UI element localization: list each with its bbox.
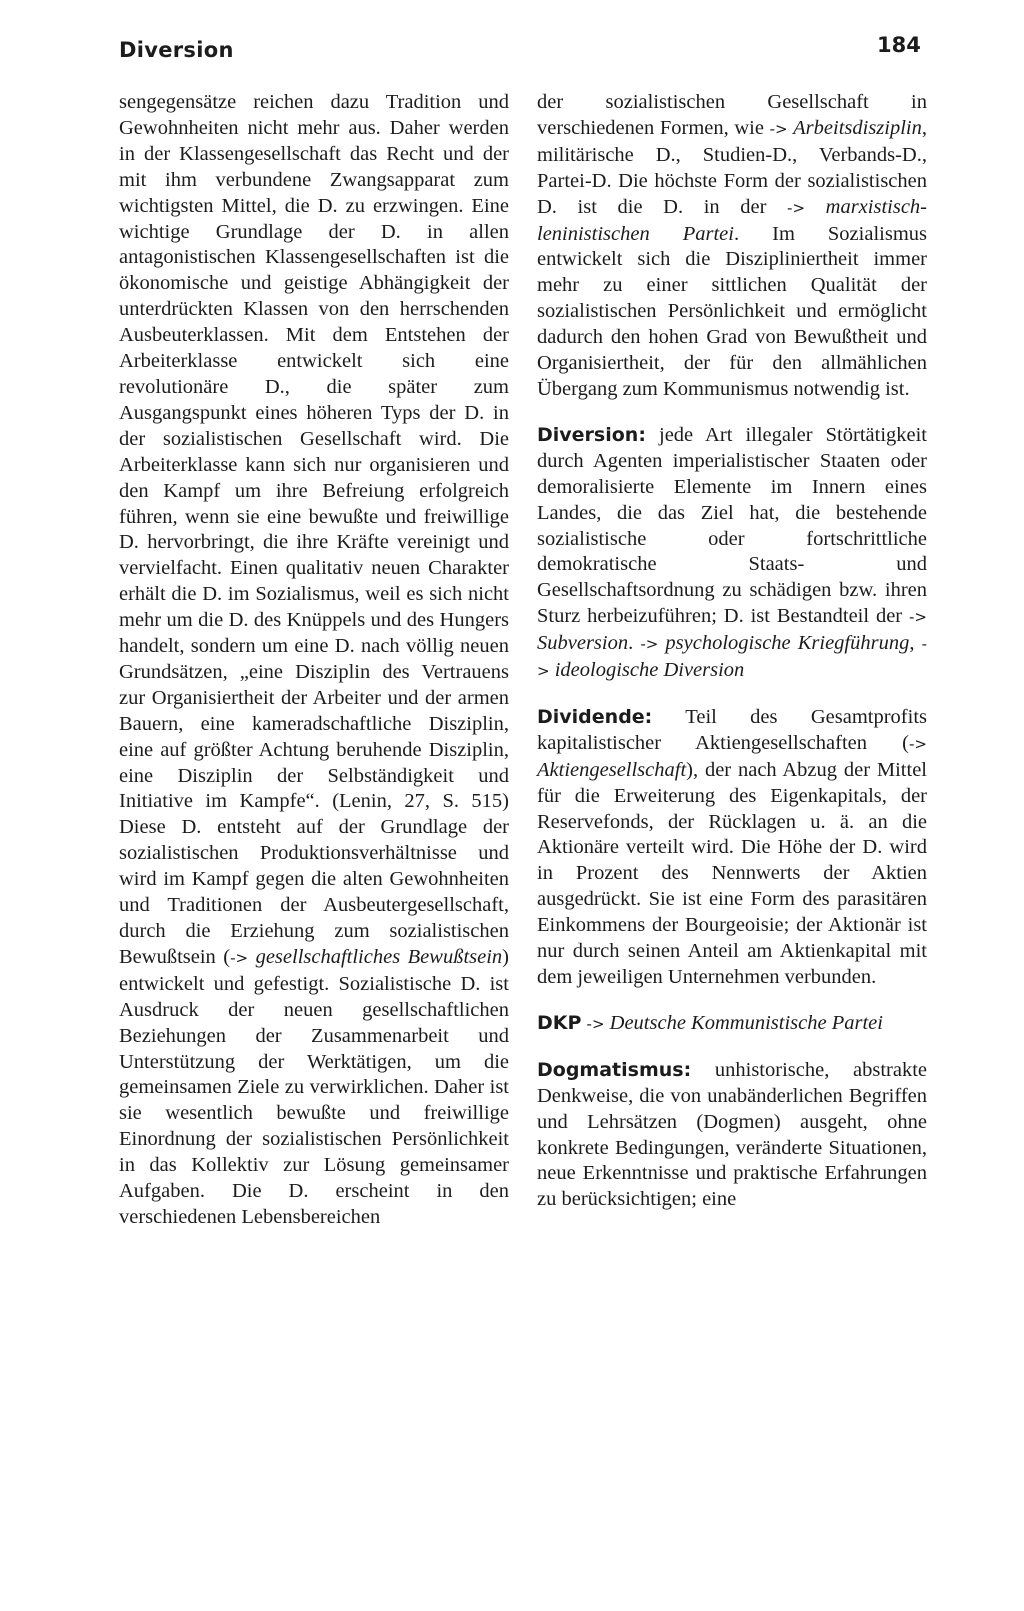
body-text: . Im Sozialismus entwickelt sich die Diszipliniertheit immer mehr zu einer sittlichen Qualität der sozialistischen Persönlichkeit und ermöglicht dadurch den hohen Grad von Bewußtheit und Organisiertheit, der für den allmählichen Übergang zum Kommunismus notwendig ist. xyxy=(537,222,927,400)
cross-reference: Subversion xyxy=(537,632,629,655)
separator: , xyxy=(909,632,922,655)
arrow-icon: -> xyxy=(787,198,806,217)
cross-reference: marxistisch-leninistischen Partei xyxy=(537,195,927,245)
entry-diversion xyxy=(537,423,927,685)
arrow-icon: -> xyxy=(586,1014,605,1033)
headword: Dogmatismus: xyxy=(537,1058,692,1081)
body-text: ) entwickelt und gefestigt. Sozialistische D. ist Ausdruck der neuen gesellschaftlichen Beziehungen der Zusammenarbeit und Unterstützung der Werktätigen, um die gemeinsamen Ziele zu verwirklichen. Daher ist sie wesentlich bewußte und freiwillige Einordnung der sozialistischen Persönlichkeit in das Kollektiv zur Lösung gemeinsamer Aufgaben. Die D. erscheint in den verschiedenen Lebensbereichen xyxy=(119,945,509,1228)
right-column xyxy=(537,90,927,1213)
separator: . xyxy=(628,632,641,655)
body-text: jede Art illegaler Störtätigkeit durch Agenten imperialistischer Staaten oder demoralisierte Elemente im Innern eines Landes, die das Ziel hat, die bestehende sozialistische oder fortschrittliche demokratische Staats- und Gesellschaftsordnung zu schädigen bzw. ihren Sturz herbeizuführen; D. ist Bestandteil der xyxy=(537,423,927,628)
cross-reference: gesellschaftliches Bewußtsein xyxy=(255,945,503,968)
running-head: Diversion xyxy=(119,38,234,62)
body-text: unhistorische, abstrakte Denkweise, die von unabänderlichen Begriffen und Lehrsätzen (Dogmen) ausgeht, ohne konkrete Bedingungen, veränderte Situationen, neue Erkenntnisse und praktische Erfahrungen zu berücksichtigen; eine xyxy=(537,1058,927,1211)
headword: DKP xyxy=(537,1011,582,1034)
cross-reference: Arbeitsdisziplin xyxy=(793,116,922,139)
arrow-icon: -> xyxy=(537,635,927,681)
entry-dogmatismus xyxy=(537,1058,927,1213)
left-column xyxy=(119,90,509,1231)
body-text: der sozialistischen Gesellschaft in verschiedenen Formen, wie xyxy=(537,91,927,139)
body-text: , militärische D., Studien-D., Verbands-D., Partei-D. Die höchste Form der sozialistischen D. ist die D. in der xyxy=(537,116,927,218)
entry-continuation xyxy=(537,90,927,403)
cross-reference: ideologische Diversion xyxy=(554,659,745,682)
cross-reference: psychologische Kriegführung xyxy=(665,632,910,655)
body-text: ), der nach Abzug der Mittel für die Erweiterung des Eigenkapitals, der Reservefonds, der Rücklagen u. ä. an die Aktionäre verteilt wird. Die Höhe der D. wird in Prozent des Nennwerts der Aktien ausgedrückt. Sie ist eine Form des parasitären Einkommens der Bourgeoisie; der Aktionär ist nur durch seinen Anteil am Aktienkapital mit dem jeweiligen Unternehmen verbunden. xyxy=(537,758,927,988)
arrow-icon: -> xyxy=(909,734,927,753)
arrow-icon: -> xyxy=(909,608,927,627)
entry-dkp xyxy=(537,1011,927,1038)
body-text: Teil des Gesamtprofits kapitalistischer Aktiengesellschaften ( xyxy=(537,705,927,754)
arrow-icon: -> xyxy=(769,119,788,138)
body-text: sengegensätze reichen dazu Tradition und Gewohnheiten nicht mehr aus. Daher werden in der Klassengesellschaft das Recht und der mit ihm verbundene Zwangsapparat zum wichtigsten Mittel, die D. zu erzwingen. Eine wichtige Grundlage der D. in allen antagonistischen Klassengesellschaften ist die ökonomische und geistige Abhängigkeit der unterdrückten Klassen von den herrschenden Ausbeuterklassen. Mit dem Entstehen der Arbeiterklasse entwickelt sich eine revolutionäre D., die später zum Ausgangspunkt eines höheren Typs der D. in der sozialistischen Gesellschaft wird. Die Arbeiterklasse kann sich nur organisieren und den Kampf um ihre Befreiung erfolgreich führen, wenn sie eine bewußte und freiwillige D. hervorbringt, die ihre Kräfte vereinigt und vervielfacht. Einen qualitativ neuen Charakter erhält die D. im Sozialismus, weil es sich nicht mehr um die D. des Knüppels und des Hungers handelt, sondern um eine D. nach völlig neuen Grundsätzen, „eine Disziplin des Vertrauens zur Organisiertheit der Arbeiter und der armen Bauern, eine kameradschaftliche Disziplin, eine auf größter Achtung beruhende Disziplin, eine Disziplin der Selbständigkeit und Initiative im Kampfe“. (Lenin, 27, S. 515) Diese D. entsteht auf der Grundlage der sozialistischen Produktionsverhältnisse und wird im Kampf gegen die alten Gewohnheiten und Traditionen der Ausbeutergesellschaft, durch die Erziehung zum sozialistischen Bewußtsein ( xyxy=(119,91,509,968)
headword: Dividende: xyxy=(537,705,653,728)
page-number: 184 xyxy=(877,33,921,57)
arrow-icon: -> xyxy=(230,948,249,967)
cross-reference: Aktiengesellschaft xyxy=(537,758,687,781)
entry-continuation xyxy=(119,90,509,1231)
arrow-icon: -> xyxy=(640,635,659,654)
cross-reference: Deutsche Kommunistische Partei xyxy=(609,1011,883,1034)
entry-dividende xyxy=(537,705,927,991)
headword: Diversion: xyxy=(537,423,646,446)
